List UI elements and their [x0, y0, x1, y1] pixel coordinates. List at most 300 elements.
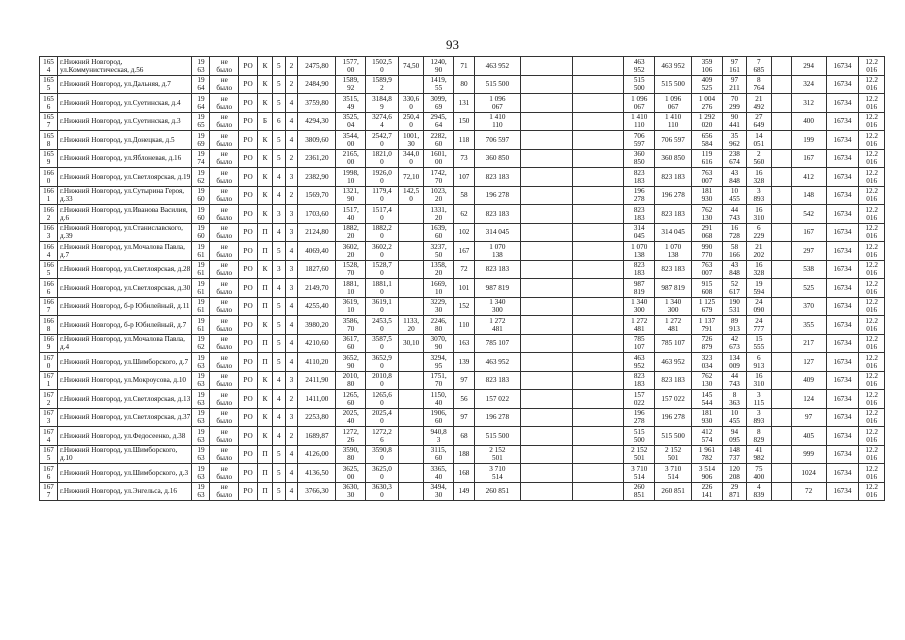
cell-fund-budget: 70 299: [722, 94, 746, 113]
cell-private-area: 3630,3 0: [366, 482, 399, 501]
cell-roof-area: 1751, 70: [424, 371, 454, 390]
cell-residents: 149: [453, 482, 474, 501]
table-row: [40, 482, 885, 501]
cell-blank-col-3: [771, 242, 791, 261]
cell-row-number: 166 3: [40, 223, 58, 242]
cell-private-area: 3590,8 0: [366, 445, 399, 464]
cell-blank-col-2: [572, 408, 624, 427]
cell-fund-owners: 119 616: [692, 149, 723, 168]
cell-floors: 5: [272, 353, 285, 372]
cell-unit-cost: 124: [791, 390, 826, 409]
cell-private-area: 3184,8 9: [366, 94, 399, 113]
housing-register-table: [39, 56, 885, 501]
cell-row-number: 165 4: [40, 57, 58, 76]
cell-fund-owners: 762 130: [692, 371, 723, 390]
cell-fund-municipal: 21 492: [747, 94, 771, 113]
cell-blank-col-1: [520, 316, 572, 335]
cell-municipal-area: 330,6 0: [398, 94, 423, 113]
cell-planned-date: 12.2 016: [859, 94, 885, 113]
cell-blank-col-1: [520, 279, 572, 298]
cell-roof-area: 1331, 20: [424, 205, 454, 224]
cell-fund-municipal: 3 115: [747, 390, 771, 409]
table-row: [40, 205, 885, 224]
cell-total-cost: 3 710 514: [475, 464, 521, 483]
cell-build-year: 19 61: [192, 260, 210, 279]
cell-total-area: 2475,80: [298, 57, 336, 76]
cell-blank-col-2: [572, 334, 624, 353]
cell-fund-budget: 120 208: [722, 464, 746, 483]
cell-private-area: 1821,0 0: [366, 149, 399, 168]
cell-address: г.Нижний Новгород, ул.Светлоярская, д.13: [58, 390, 192, 409]
cell-build-year: 19 63: [192, 371, 210, 390]
cell-cost-total: 157 022: [655, 390, 692, 409]
cell-residents: 58: [453, 186, 474, 205]
cell-total-cost: 463 952: [475, 57, 521, 76]
cell-roof-area: 1358, 20: [424, 260, 454, 279]
cell-total-cost: 1 272 481: [475, 316, 521, 335]
cell-living-area: 3525, 04: [336, 112, 366, 131]
cell-planned-date: 12.2 016: [859, 223, 885, 242]
cell-build-year: 19 61: [192, 316, 210, 335]
cell-residents: 131: [453, 94, 474, 113]
cell-floors: 4: [272, 186, 285, 205]
cell-roof-area: 1023, 20: [424, 186, 454, 205]
cell-fund-owners: 323 034: [692, 353, 723, 372]
cell-cost-total: 314 045: [655, 223, 692, 242]
cell-entrances: 4: [285, 131, 298, 150]
cell-blank-col-1: [520, 482, 572, 501]
cell-unit-cost: 1024: [791, 464, 826, 483]
cell-private-area: 1265,6 0: [366, 390, 399, 409]
cell-max-unit-cost: 16734: [826, 260, 859, 279]
cell-build-year: 19 63: [192, 390, 210, 409]
cell-fund-owners: 409 525: [692, 75, 723, 94]
cell-build-year: 19 61: [192, 297, 210, 316]
cell-planned-date: 12.2 016: [859, 205, 885, 224]
cell-municipal-area: [398, 371, 423, 390]
cell-max-unit-cost: 16734: [826, 112, 859, 131]
cell-total-area: 4255,40: [298, 297, 336, 316]
cell-overhaul-year: не было: [210, 464, 239, 483]
cell-total-cost: 196 278: [475, 186, 521, 205]
cell-build-year: 19 63: [192, 427, 210, 446]
cell-fund-budget: 44 743: [722, 205, 746, 224]
cell-living-area: 3590, 80: [336, 445, 366, 464]
cell-living-area: 3652, 90: [336, 353, 366, 372]
cell-residents: 118: [453, 131, 474, 150]
cell-living-area: 1589, 92: [336, 75, 366, 94]
cell-roof-area: 1419, 55: [424, 75, 454, 94]
table-row: [40, 353, 885, 372]
cell-row-number: 167 1: [40, 371, 58, 390]
cell-cost-subtotal: 1 096 067: [624, 94, 655, 113]
cell-living-area: 1998, 10: [336, 168, 366, 187]
cell-cost-total: 785 107: [655, 334, 692, 353]
cell-entrances: 3: [285, 279, 298, 298]
cell-fund-budget: 89 913: [722, 316, 746, 335]
cell-residents: 68: [453, 427, 474, 446]
cell-max-unit-cost: 16734: [826, 353, 859, 372]
cell-cost-subtotal: 515 500: [624, 75, 655, 94]
table-row: [40, 94, 885, 113]
cell-roof-type: П: [258, 297, 273, 316]
cell-blank-col-1: [520, 149, 572, 168]
cell-max-unit-cost: 16734: [826, 75, 859, 94]
cell-floors: 4: [272, 390, 285, 409]
cell-living-area: 1528, 70: [336, 260, 366, 279]
cell-private-area: 3602,2 0: [366, 242, 399, 261]
cell-municipal-area: [398, 408, 423, 427]
cell-fund-owners: 1 961 782: [692, 445, 723, 464]
cell-row-number: 166 7: [40, 297, 58, 316]
cell-planned-date: 12.2 016: [859, 316, 885, 335]
cell-cost-subtotal: 823 183: [624, 260, 655, 279]
cell-fund-municipal: 16 328: [747, 168, 771, 187]
cell-fund-municipal: 14 051: [747, 131, 771, 150]
cell-wall-material: РО: [239, 149, 258, 168]
cell-build-year: 19 61: [192, 242, 210, 261]
cell-blank-col-3: [771, 297, 791, 316]
cell-wall-material: РО: [239, 427, 258, 446]
cell-municipal-area: 1001, 30: [398, 131, 423, 150]
cell-total-cost: 823 183: [475, 168, 521, 187]
cell-blank-col-2: [572, 223, 624, 242]
cell-municipal-area: 142,5 0: [398, 186, 423, 205]
cell-row-number: 166 1: [40, 186, 58, 205]
cell-max-unit-cost: 16734: [826, 316, 859, 335]
cell-total-area: 4294,30: [298, 112, 336, 131]
cell-roof-type: К: [258, 75, 273, 94]
cell-roof-type: П: [258, 482, 273, 501]
cell-entrances: 3: [285, 408, 298, 427]
cell-blank-col-1: [520, 75, 572, 94]
cell-municipal-area: [398, 75, 423, 94]
cell-planned-date: 12.2 016: [859, 427, 885, 446]
cell-total-cost: 2 152 501: [475, 445, 521, 464]
cell-row-number: 165 6: [40, 94, 58, 113]
cell-planned-date: 12.2 016: [859, 149, 885, 168]
cell-private-area: 1926,0 0: [366, 168, 399, 187]
cell-blank-col-3: [771, 353, 791, 372]
cell-cost-subtotal: 314 045: [624, 223, 655, 242]
cell-cost-total: 196 278: [655, 408, 692, 427]
cell-fund-owners: 1 125 679: [692, 297, 723, 316]
cell-cost-total: 515 500: [655, 75, 692, 94]
cell-blank-col-1: [520, 353, 572, 372]
cell-overhaul-year: не было: [210, 279, 239, 298]
cell-total-area: 3809,60: [298, 131, 336, 150]
cell-wall-material: РО: [239, 131, 258, 150]
cell-planned-date: 12.2 016: [859, 353, 885, 372]
cell-unit-cost: 405: [791, 427, 826, 446]
cell-overhaul-year: не было: [210, 57, 239, 76]
cell-blank-col-2: [572, 57, 624, 76]
cell-private-area: 3619,1 0: [366, 297, 399, 316]
cell-cost-total: 987 819: [655, 279, 692, 298]
cell-municipal-area: 74,50: [398, 57, 423, 76]
cell-private-area: 3274,6 4: [366, 112, 399, 131]
cell-blank-col-2: [572, 371, 624, 390]
cell-private-area: 1881,1 0: [366, 279, 399, 298]
cell-fund-budget: 42 673: [722, 334, 746, 353]
cell-residents: 152: [453, 297, 474, 316]
cell-blank-col-3: [771, 482, 791, 501]
cell-living-area: 3602, 20: [336, 242, 366, 261]
cell-planned-date: 12.2 016: [859, 482, 885, 501]
cell-entrances: 4: [285, 94, 298, 113]
cell-blank-col-1: [520, 445, 572, 464]
cell-private-area: 1179,4 0: [366, 186, 399, 205]
cell-cost-total: 823 183: [655, 168, 692, 187]
cell-overhaul-year: не было: [210, 168, 239, 187]
cell-cost-subtotal: 1 410 110: [624, 112, 655, 131]
cell-cost-subtotal: 987 819: [624, 279, 655, 298]
cell-total-cost: 823 183: [475, 205, 521, 224]
cell-build-year: 19 63: [192, 464, 210, 483]
cell-row-number: 167 6: [40, 464, 58, 483]
cell-floors: 4: [272, 168, 285, 187]
cell-living-area: 1272, 26: [336, 427, 366, 446]
cell-address: г.Нижний Новгород, ул.Дальняя, д.7: [58, 75, 192, 94]
cell-cost-total: 706 597: [655, 131, 692, 150]
cell-fund-owners: 726 879: [692, 334, 723, 353]
cell-cost-subtotal: 823 183: [624, 371, 655, 390]
cell-entrances: 2: [285, 390, 298, 409]
cell-blank-col-3: [771, 131, 791, 150]
cell-unit-cost: 312: [791, 94, 826, 113]
table-row: [40, 371, 885, 390]
cell-address: г.Нижний Новгород, ул.Шимборского, д.3: [58, 464, 192, 483]
cell-max-unit-cost: 16734: [826, 390, 859, 409]
cell-fund-municipal: 16 310: [747, 205, 771, 224]
cell-blank-col-2: [572, 390, 624, 409]
cell-blank-col-2: [572, 94, 624, 113]
cell-overhaul-year: не было: [210, 131, 239, 150]
cell-unit-cost: 542: [791, 205, 826, 224]
cell-municipal-area: [398, 353, 423, 372]
cell-address: г.Нижний Новгород, б-р Юбилейный, д.11: [58, 297, 192, 316]
cell-roof-area: 3365, 40: [424, 464, 454, 483]
cell-planned-date: 12.2 016: [859, 242, 885, 261]
cell-max-unit-cost: 16734: [826, 464, 859, 483]
cell-fund-budget: 97 211: [722, 75, 746, 94]
cell-roof-area: 1601, 00: [424, 149, 454, 168]
cell-roof-area: 1639, 60: [424, 223, 454, 242]
cell-roof-type: П: [258, 279, 273, 298]
cell-municipal-area: 344,0 0: [398, 149, 423, 168]
cell-municipal-area: [398, 242, 423, 261]
cell-build-year: 19 74: [192, 149, 210, 168]
cell-cost-total: 1 272 481: [655, 316, 692, 335]
cell-address: г.Нижний Новгород, ул.Светлоярская, д.30: [58, 279, 192, 298]
cell-residents: 62: [453, 205, 474, 224]
cell-cost-subtotal: 785 107: [624, 334, 655, 353]
cell-roof-area: 1742, 70: [424, 168, 454, 187]
cell-cost-subtotal: 515 500: [624, 427, 655, 446]
cell-planned-date: 12.2 016: [859, 112, 885, 131]
cell-private-area: 3587,5 0: [366, 334, 399, 353]
table-row: [40, 334, 885, 353]
cell-municipal-area: [398, 205, 423, 224]
cell-address: г.Нижний Новгород, ул.Коммунистическая, д.56: [58, 57, 192, 76]
cell-wall-material: РО: [239, 297, 258, 316]
cell-wall-material: РО: [239, 279, 258, 298]
cell-fund-owners: 656 584: [692, 131, 723, 150]
cell-roof-type: К: [258, 408, 273, 427]
cell-overhaul-year: не было: [210, 482, 239, 501]
cell-fund-municipal: 16 310: [747, 371, 771, 390]
cell-floors: 4: [272, 223, 285, 242]
cell-fund-municipal: 41 982: [747, 445, 771, 464]
cell-planned-date: 12.2 016: [859, 445, 885, 464]
cell-max-unit-cost: 16734: [826, 445, 859, 464]
cell-fund-municipal: 7 685: [747, 57, 771, 76]
cell-row-number: 166 0: [40, 168, 58, 187]
cell-row-number: 165 7: [40, 112, 58, 131]
cell-fund-owners: 145 544: [692, 390, 723, 409]
cell-cost-subtotal: 1 272 481: [624, 316, 655, 335]
cell-roof-area: 3237, 50: [424, 242, 454, 261]
cell-floors: 5: [272, 131, 285, 150]
cell-unit-cost: 97: [791, 408, 826, 427]
cell-planned-date: 12.2 016: [859, 131, 885, 150]
cell-blank-col-3: [771, 464, 791, 483]
cell-wall-material: РО: [239, 75, 258, 94]
cell-living-area: 1265, 60: [336, 390, 366, 409]
cell-cost-total: 1 410 110: [655, 112, 692, 131]
cell-unit-cost: 370: [791, 297, 826, 316]
cell-cost-subtotal: 157 022: [624, 390, 655, 409]
cell-residents: 101: [453, 279, 474, 298]
cell-cost-total: 1 096 067: [655, 94, 692, 113]
cell-floors: 4: [272, 371, 285, 390]
table-row: [40, 390, 885, 409]
cell-entrances: 4: [285, 464, 298, 483]
cell-total-cost: 360 850: [475, 149, 521, 168]
cell-planned-date: 12.2 016: [859, 260, 885, 279]
cell-address: г.Нижний Новгород, ул.Энгельса, д.16: [58, 482, 192, 501]
cell-entrances: 3: [285, 260, 298, 279]
cell-address: г.Нижний Новгород, ул.Суетинская, д.3: [58, 112, 192, 131]
cell-row-number: 166 5: [40, 260, 58, 279]
cell-fund-municipal: 24 090: [747, 297, 771, 316]
cell-private-area: 1882,2 0: [366, 223, 399, 242]
cell-total-area: 3759,80: [298, 94, 336, 113]
cell-row-number: 167 0: [40, 353, 58, 372]
table-row: [40, 223, 885, 242]
cell-fund-budget: 43 848: [722, 260, 746, 279]
cell-roof-type: К: [258, 260, 273, 279]
cell-overhaul-year: не было: [210, 94, 239, 113]
cell-blank-col-1: [520, 205, 572, 224]
cell-total-area: 1569,70: [298, 186, 336, 205]
cell-fund-budget: 134 009: [722, 353, 746, 372]
cell-total-area: 2382,90: [298, 168, 336, 187]
cell-build-year: 19 69: [192, 131, 210, 150]
cell-row-number: 167 7: [40, 482, 58, 501]
cell-municipal-area: [398, 482, 423, 501]
cell-living-area: 3544, 00: [336, 131, 366, 150]
table-row: [40, 445, 885, 464]
cell-unit-cost: 297: [791, 242, 826, 261]
cell-address: г.Нижний Новгород, ул.Светлоярская, д.28: [58, 260, 192, 279]
cell-living-area: 1881, 10: [336, 279, 366, 298]
cell-unit-cost: 148: [791, 186, 826, 205]
cell-fund-owners: 762 130: [692, 205, 723, 224]
cell-cost-subtotal: 823 183: [624, 205, 655, 224]
cell-roof-type: К: [258, 149, 273, 168]
cell-entrances: 2: [285, 427, 298, 446]
cell-total-cost: 515 500: [475, 75, 521, 94]
cell-wall-material: РО: [239, 482, 258, 501]
cell-unit-cost: 355: [791, 316, 826, 335]
cell-roof-type: П: [258, 353, 273, 372]
cell-unit-cost: 72: [791, 482, 826, 501]
cell-entrances: 3: [285, 371, 298, 390]
cell-living-area: 3630, 30: [336, 482, 366, 501]
cell-residents: 163: [453, 334, 474, 353]
cell-fund-budget: 16 728: [722, 223, 746, 242]
cell-roof-area: 3099, 69: [424, 94, 454, 113]
cell-total-cost: 1 096 067: [475, 94, 521, 113]
cell-living-area: 1577, 00: [336, 57, 366, 76]
cell-municipal-area: [398, 297, 423, 316]
cell-fund-owners: 763 007: [692, 260, 723, 279]
cell-address: г.Нижний Новгород, ул.Сутырина Героя, д.33: [58, 186, 192, 205]
cell-overhaul-year: не было: [210, 445, 239, 464]
cell-total-cost: 987 819: [475, 279, 521, 298]
cell-roof-area: 3229, 30: [424, 297, 454, 316]
cell-overhaul-year: не было: [210, 316, 239, 335]
cell-blank-col-3: [771, 260, 791, 279]
cell-wall-material: РО: [239, 112, 258, 131]
cell-cost-total: 1 070 138: [655, 242, 692, 261]
cell-overhaul-year: не было: [210, 408, 239, 427]
cell-total-area: 2411,90: [298, 371, 336, 390]
cell-wall-material: РО: [239, 464, 258, 483]
table-row: [40, 297, 885, 316]
cell-wall-material: РО: [239, 205, 258, 224]
cell-roof-type: К: [258, 371, 273, 390]
cell-fund-budget: 94 095: [722, 427, 746, 446]
cell-total-area: 3980,20: [298, 316, 336, 335]
cell-overhaul-year: не было: [210, 242, 239, 261]
cell-fund-municipal: 3 893: [747, 408, 771, 427]
cell-max-unit-cost: 16734: [826, 482, 859, 501]
cell-roof-area: 2945, 64: [424, 112, 454, 131]
cell-build-year: 19 63: [192, 482, 210, 501]
cell-roof-type: П: [258, 223, 273, 242]
cell-blank-col-1: [520, 131, 572, 150]
cell-overhaul-year: не было: [210, 371, 239, 390]
cell-fund-budget: 90 441: [722, 112, 746, 131]
cell-municipal-area: 72,10: [398, 168, 423, 187]
cell-row-number: 166 2: [40, 205, 58, 224]
table-row: [40, 279, 885, 298]
cell-total-area: 1703,60: [298, 205, 336, 224]
cell-planned-date: 12.2 016: [859, 408, 885, 427]
cell-overhaul-year: не было: [210, 427, 239, 446]
cell-municipal-area: 30,10: [398, 334, 423, 353]
cell-roof-type: К: [258, 94, 273, 113]
cell-entrances: 2: [285, 186, 298, 205]
cell-blank-col-1: [520, 297, 572, 316]
cell-living-area: 2165, 00: [336, 149, 366, 168]
cell-fund-budget: 52 617: [722, 279, 746, 298]
cell-wall-material: РО: [239, 408, 258, 427]
cell-floors: 5: [272, 445, 285, 464]
cell-build-year: 19 63: [192, 353, 210, 372]
